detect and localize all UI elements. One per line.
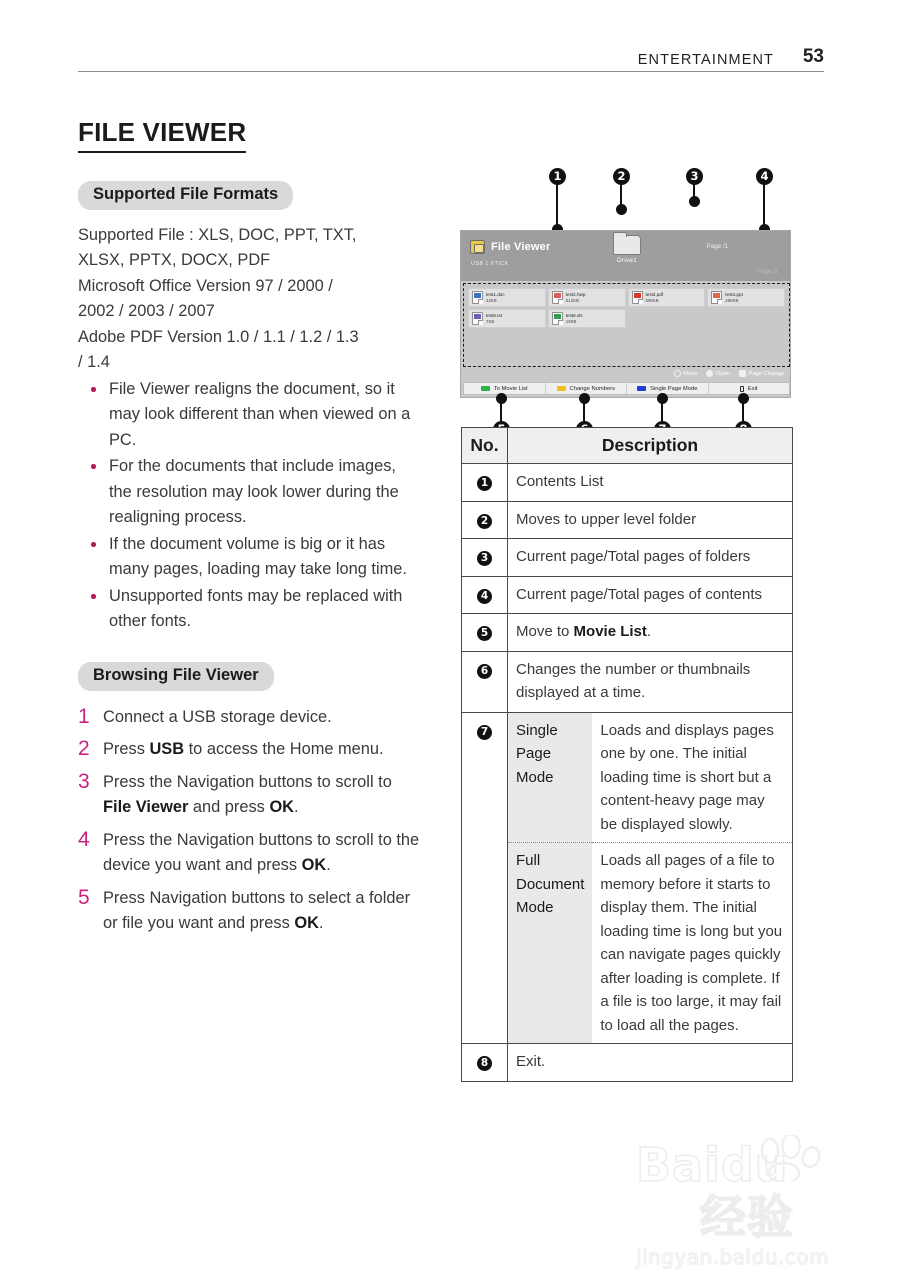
table-row xyxy=(462,539,793,577)
file-meta xyxy=(486,313,502,323)
table-header-row xyxy=(462,428,793,464)
file-slot-empty xyxy=(707,309,785,328)
step-emphasis: OK xyxy=(294,914,319,933)
file-type-color-band xyxy=(554,314,561,319)
browsing-step-item xyxy=(78,770,423,821)
step-number: 2 xyxy=(78,737,90,761)
file-meta xyxy=(486,292,505,302)
file-meta xyxy=(566,313,583,323)
file-type-icon xyxy=(552,312,563,325)
row-text-part: . xyxy=(646,623,652,640)
step-emphasis: File Viewer xyxy=(103,798,189,817)
file-type-icon xyxy=(472,312,483,325)
note-bullet-item xyxy=(78,454,423,531)
row-number-cell xyxy=(462,651,508,712)
callout-number-3: 3 xyxy=(686,168,703,185)
file-size: 19KB xyxy=(565,318,577,324)
note-bullet-text: If the document volume is big or it has many pages, loading may take long time. xyxy=(109,534,407,579)
row-number-cell xyxy=(462,501,508,539)
step-text-part: . xyxy=(294,798,299,817)
drive-label: Drive1 xyxy=(617,257,637,264)
row-number-cell xyxy=(462,712,508,1044)
mode-name-cell: Full Document Mode xyxy=(508,843,592,1044)
note-bullet-text: Unsupported fonts may be replaced with other fonts. xyxy=(109,586,403,631)
callout-number-2: 2 xyxy=(613,168,630,185)
row-description-cell: Exit. xyxy=(508,1044,793,1082)
file-meta xyxy=(725,292,743,302)
table-row xyxy=(462,501,793,539)
contents-list[interactable] xyxy=(463,283,790,367)
step-text-part: Press the Navigation buttons to scroll to the device you want and press xyxy=(103,830,420,875)
ok-button-icon xyxy=(706,370,713,377)
file-name: test2.hwp xyxy=(565,292,586,298)
mode-row xyxy=(508,843,792,1044)
step-text xyxy=(103,889,410,933)
file-size: 7KB xyxy=(486,318,495,324)
file-grid xyxy=(464,284,789,332)
supported-formats-line: Adobe PDF Version 1.0 / 1.1 / 1.2 / 1.3 xyxy=(78,327,359,346)
callout-badge-2: 2 xyxy=(477,514,492,529)
note-bullet-item xyxy=(78,532,423,583)
file-item[interactable] xyxy=(468,309,546,328)
color-swatch-icon xyxy=(557,386,566,391)
navigation-hints xyxy=(674,370,784,377)
color-button-label: Change Numbers xyxy=(569,385,615,392)
column-header-description: Description xyxy=(508,428,793,464)
file-name: test1.doc xyxy=(486,292,505,298)
exit-icon xyxy=(740,386,744,392)
callout-number-1: 1 xyxy=(549,168,566,185)
callout-badge-3: 3 xyxy=(477,551,492,566)
file-type-color-band xyxy=(474,293,481,298)
notes-bullet-list xyxy=(78,377,423,635)
file-size: 42KB xyxy=(486,297,497,303)
step-text-part: . xyxy=(318,914,324,933)
page-title: FILE VIEWER xyxy=(78,118,246,153)
watermark-url: jingyan.baidu.com xyxy=(636,1245,830,1269)
device-subtitle: USB 1 XTICK xyxy=(471,261,509,267)
row-description-cell: Contents List xyxy=(508,464,793,502)
supported-formats-line: 2002 / 2003 / 2007 xyxy=(78,302,215,321)
step-text xyxy=(103,773,392,817)
row-text-part: Move to xyxy=(516,623,574,640)
step-text-part: Press xyxy=(103,740,150,759)
step-text xyxy=(103,740,384,758)
color-button-label: Single Page Mode xyxy=(650,385,698,392)
contents-page-indicator: Page /1 xyxy=(756,268,778,275)
row-number-cell xyxy=(462,1044,508,1082)
step-number: 5 xyxy=(78,885,90,909)
bullet-dot-icon xyxy=(91,387,96,392)
table-row xyxy=(462,576,793,614)
row-number-cell xyxy=(462,464,508,502)
file-type-icon xyxy=(472,291,483,304)
color-button-label: Exit xyxy=(747,385,758,392)
table-row xyxy=(462,1044,793,1082)
browsing-steps-list xyxy=(78,705,423,937)
nav-hint xyxy=(706,370,730,377)
header-divider xyxy=(78,71,824,72)
file-name: test4.ppt xyxy=(725,292,743,298)
file-viewer-screen-mock xyxy=(460,230,791,398)
file-item[interactable] xyxy=(468,288,546,307)
note-bullet-item xyxy=(78,584,423,635)
step-number: 1 xyxy=(78,704,90,728)
step-text xyxy=(103,831,419,875)
table-row xyxy=(462,651,793,712)
file-name: test5.txt xyxy=(486,313,503,319)
note-bullet-text: For the documents that include images, the resolution may look lower during the realigning process. xyxy=(109,457,399,527)
file-type-icon xyxy=(711,291,722,304)
row-description-cell: Moves to upper level folder xyxy=(508,501,793,539)
supported-formats-line: / 1.4 xyxy=(78,353,110,372)
nav-hint-label: Move xyxy=(683,370,698,377)
row-number-cell xyxy=(462,576,508,614)
supported-formats-line: XLSX, PPTX, DOCX, PDF xyxy=(78,251,271,270)
mode-subtable xyxy=(508,713,792,1044)
page-header xyxy=(78,42,824,72)
callout-anchor-dot xyxy=(579,393,590,404)
description-table xyxy=(461,427,793,1082)
callout-badge-1: 1 xyxy=(477,476,492,491)
file-type-color-band xyxy=(634,293,641,298)
callout-badge-8: 8 xyxy=(477,1056,492,1071)
file-size: 512KB xyxy=(565,297,579,303)
step-text-part: Press the Navigation buttons to scroll to xyxy=(103,772,392,791)
file-meta xyxy=(566,292,586,302)
table-row xyxy=(462,464,793,502)
nav-hint-label: Open xyxy=(715,370,731,377)
step-number: 3 xyxy=(78,769,90,793)
mode-desc-cell: Loads and displays pages one by one. The initial loading time is short but a content-heavy page may be displayed slowly. xyxy=(592,713,792,843)
app-title: File Viewer xyxy=(491,241,551,253)
browsing-step-item xyxy=(78,737,423,763)
nav-hint xyxy=(674,370,698,377)
mode-row xyxy=(508,713,792,843)
color-button[interactable] xyxy=(709,383,790,394)
supported-formats-line: Microsoft Office Version 97 / 2000 / xyxy=(78,276,333,295)
up-level-folder-button[interactable] xyxy=(605,235,649,264)
step-emphasis: USB xyxy=(149,740,185,759)
section-heading-browsing: Browsing File Viewer xyxy=(78,662,274,691)
bullet-dot-icon xyxy=(91,594,96,599)
row-text-emphasis: Movie List xyxy=(573,623,647,640)
file-type-color-band xyxy=(713,293,720,298)
supported-formats-line: Supported File : XLS, DOC, PPT, TXT, xyxy=(78,225,357,244)
step-text-part: . xyxy=(326,856,331,875)
note-bullet-item xyxy=(78,377,423,454)
section-heading-supported-formats: Supported File Formats xyxy=(78,181,293,210)
file-name: test6.xls xyxy=(565,313,583,319)
file-type-icon xyxy=(552,291,563,304)
file-size: 489KB xyxy=(725,297,739,303)
color-swatch-icon xyxy=(637,386,646,391)
color-button[interactable] xyxy=(627,383,709,394)
chapter-title: ENTERTAINMENT xyxy=(637,52,774,68)
callout-anchor-dot xyxy=(496,393,507,404)
bullet-dot-icon xyxy=(91,464,96,469)
color-swatch-icon xyxy=(481,386,490,391)
callout-badge-7: 7 xyxy=(477,725,492,740)
file-type-color-band xyxy=(554,293,561,298)
color-button-label: To Movie List xyxy=(493,385,528,392)
row-number-cell xyxy=(462,614,508,652)
page-number: 53 xyxy=(802,46,824,67)
browsing-step-item xyxy=(78,886,423,937)
callout-anchor-dot xyxy=(738,393,749,404)
file-item[interactable] xyxy=(548,309,626,328)
row-description-cell: Current page/Total pages of contents xyxy=(508,576,793,614)
tv-top-bar xyxy=(461,231,790,281)
step-text-part: and press xyxy=(188,798,270,817)
file-viewer-icon xyxy=(470,240,485,254)
callout-number-4: 4 xyxy=(756,168,773,185)
step-text-part: Press Navigation buttons to select a folder or file you want and press xyxy=(103,888,411,933)
row-description-cell: Current page/Total pages of folders xyxy=(508,539,793,577)
watermark-brand xyxy=(636,1139,886,1243)
page-change-icon xyxy=(739,370,746,377)
browsing-step-item xyxy=(78,705,423,731)
note-bullet-text: File Viewer realigns the document, so it may look different than when viewed on a PC. xyxy=(109,379,411,449)
callout-anchor-dot xyxy=(616,204,627,215)
file-item[interactable] xyxy=(548,288,626,307)
color-button[interactable] xyxy=(464,383,546,394)
step-emphasis: OK xyxy=(301,856,327,875)
step-text xyxy=(103,708,332,726)
file-type-color-band xyxy=(474,314,481,319)
callout-badge-6: 6 xyxy=(477,664,492,679)
file-meta xyxy=(646,292,664,302)
row-description-cell xyxy=(508,614,793,652)
mode-desc-cell: Loads all pages of a file to memory before it starts to display them. The initial loading time is long but you can navigate pages quickly after loading is complete. If a file is too large, it may fail to load all the pages. xyxy=(600,852,783,1034)
paw-logo-icon xyxy=(754,1135,828,1181)
step-emphasis: OK xyxy=(269,798,295,817)
file-slot-empty xyxy=(628,309,706,328)
callout-anchor-dot xyxy=(689,196,700,207)
table-row xyxy=(462,614,793,652)
column-header-no: No. xyxy=(462,428,508,464)
file-size: 595KB xyxy=(645,297,659,303)
mode-name-cell: Single Page Mode xyxy=(508,713,592,843)
callout-group-top xyxy=(460,168,804,230)
file-name: test3.pdf xyxy=(645,292,664,298)
callout-badge-4: 4 xyxy=(477,589,492,604)
callout-anchor-dot xyxy=(657,393,668,404)
bullet-dot-icon xyxy=(91,542,96,547)
callout-badge-5: 5 xyxy=(477,626,492,641)
watermark-brand-cn: 经验 xyxy=(700,1190,794,1244)
watermark-brand-text: Baidu xyxy=(636,1138,789,1192)
row-description-cell: Changes the number or thumbnails displayed at a time. xyxy=(508,651,793,712)
right-column xyxy=(460,168,804,438)
left-column xyxy=(78,118,423,944)
row-number-cell xyxy=(462,539,508,577)
dpad-icon xyxy=(674,370,681,377)
file-type-icon xyxy=(632,291,643,304)
nav-hint xyxy=(739,370,784,377)
baidu-watermark xyxy=(636,1138,886,1269)
file-item[interactable] xyxy=(707,288,785,307)
browsing-step-item xyxy=(78,828,423,879)
app-identity xyxy=(470,240,550,254)
row-description-cell xyxy=(508,712,793,1044)
table-row xyxy=(462,712,793,1044)
step-text-part: to access the Home menu. xyxy=(184,740,384,759)
supported-formats-text xyxy=(78,223,423,376)
folder-icon xyxy=(613,235,641,255)
nav-hint-label: Page Change xyxy=(748,370,784,377)
step-number: 4 xyxy=(78,827,90,851)
file-item[interactable] xyxy=(628,288,706,307)
folder-page-indicator: Page /1 xyxy=(706,243,728,250)
step-text-part: Connect a USB storage device. xyxy=(103,707,332,726)
